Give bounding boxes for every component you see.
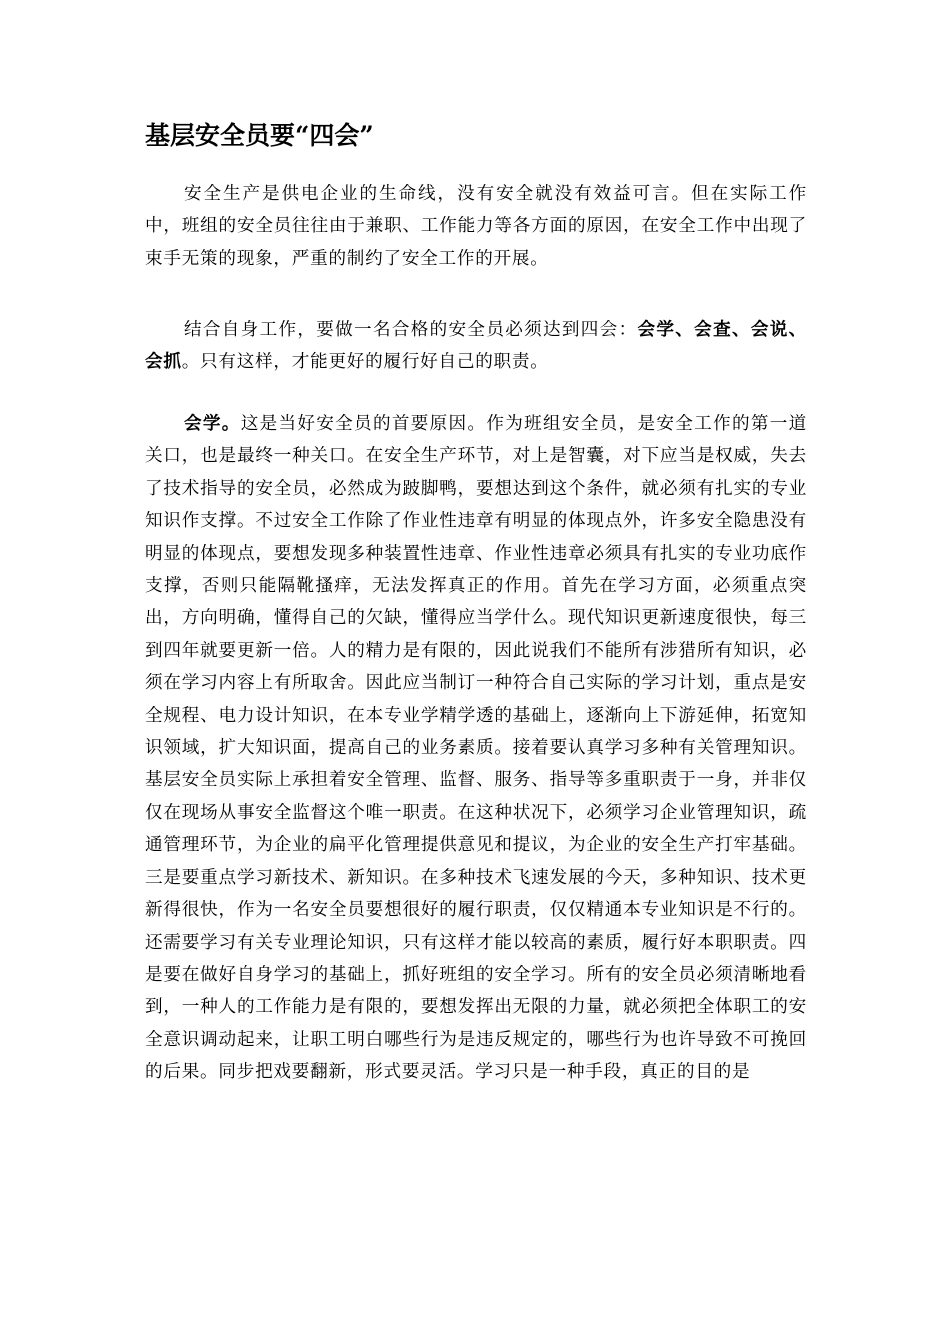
paragraph-intro <box>145 178 807 275</box>
paragraph-intro-text: 安全生产是供电企业的生命线，没有安全就没有效益可言。但在实际工作中，班组的安全员往往由于兼职、工作能力等各方面的原因，在安全工作中出现了束手无策的现象，严重的制约了安全工作的开展。 <box>145 184 807 269</box>
paragraph-four-skills-tail: 。只有这样，才能更好的履行好自己的职责。 <box>181 352 549 373</box>
learning-heading: 会学。 <box>184 413 241 434</box>
paragraph-learning <box>145 408 807 1089</box>
paragraph-four-skills-lead: 结合自身工作，要做一名合格的安全员必须达到四会： <box>184 320 638 340</box>
paragraph-four-skills <box>145 314 807 379</box>
four-skills-highlight: 会学、会查、会说、会抓 <box>145 319 807 373</box>
paragraph-learning-text: 这是当好安全员的首要原因。作为班组安全员，是安全工作的第一道关口，也是最终一种关口。在安全生产环节，对上是智囊，对下应当是权威，失去了技术指导的安全员，必然成为跛脚鸭，要想达到这个条件，就必须有扎实的专业知识作支撑。不过安全工作除了作业性违章有明显的体现点外，许多安全隐患没有明显的体现点，要想发现多种装置性违章、作业性违章必须具有扎实的专业功底作支撑，否则只能隔靴搔痒，无法发挥真正的作用。首先在学习方面，必须重点突出，方向明确，懂得自己的欠缺，懂得应当学什么。现代知识更新速度很快，每三到四年就要更新一倍。人的精力是有限的，因此说我们不能所有涉猎所有知识，必须在学习内容上有所取舍。因此应当制订一种符合自己实际的学习计划，重点是安全规程、电力设计知识，在本专业学精学透的基础上，逐渐向上下游延伸，拓宽知识领域，扩大知识面，提高自己的业务素质。接着要认真学习多种有关管理知识。基层安全员实际上承担着安全管理、监督、服务、指导等多重职责于一身，并非仅仅在现场从事安全监督这个唯一职责。在这种状况下，必须学习企业管理知识，疏通管理环节，为企业的扁平化管理提供意见和提议，为企业的安全生产打牢基础。三是要重点学习新技术、新知识。在多种技术飞速发展的今天，多种知识、技术更新得很快，作为一名安全员要想很好的履行职责，仅仅精通本专业知识是不行的。还需要学习有关专业理论知识，只有这样才能以较高的素质，履行好本职职责。四是要在做好自身学习的基础上，抓好班组的安全学习。所有的安全员必须清晰地看到，一种人的工作能力是有限的，要想发挥出无限的力量，就必须把全体职工的安全意识调动起来，让职工明白哪些行为是违反规定的，哪些行为也许导致不可挽回的后果。同步把戏要翻新，形式要灵活。学习只是一种手段，真正的目的是 <box>145 414 807 1083</box>
document-title: 基层安全员要“四会” <box>145 121 374 150</box>
